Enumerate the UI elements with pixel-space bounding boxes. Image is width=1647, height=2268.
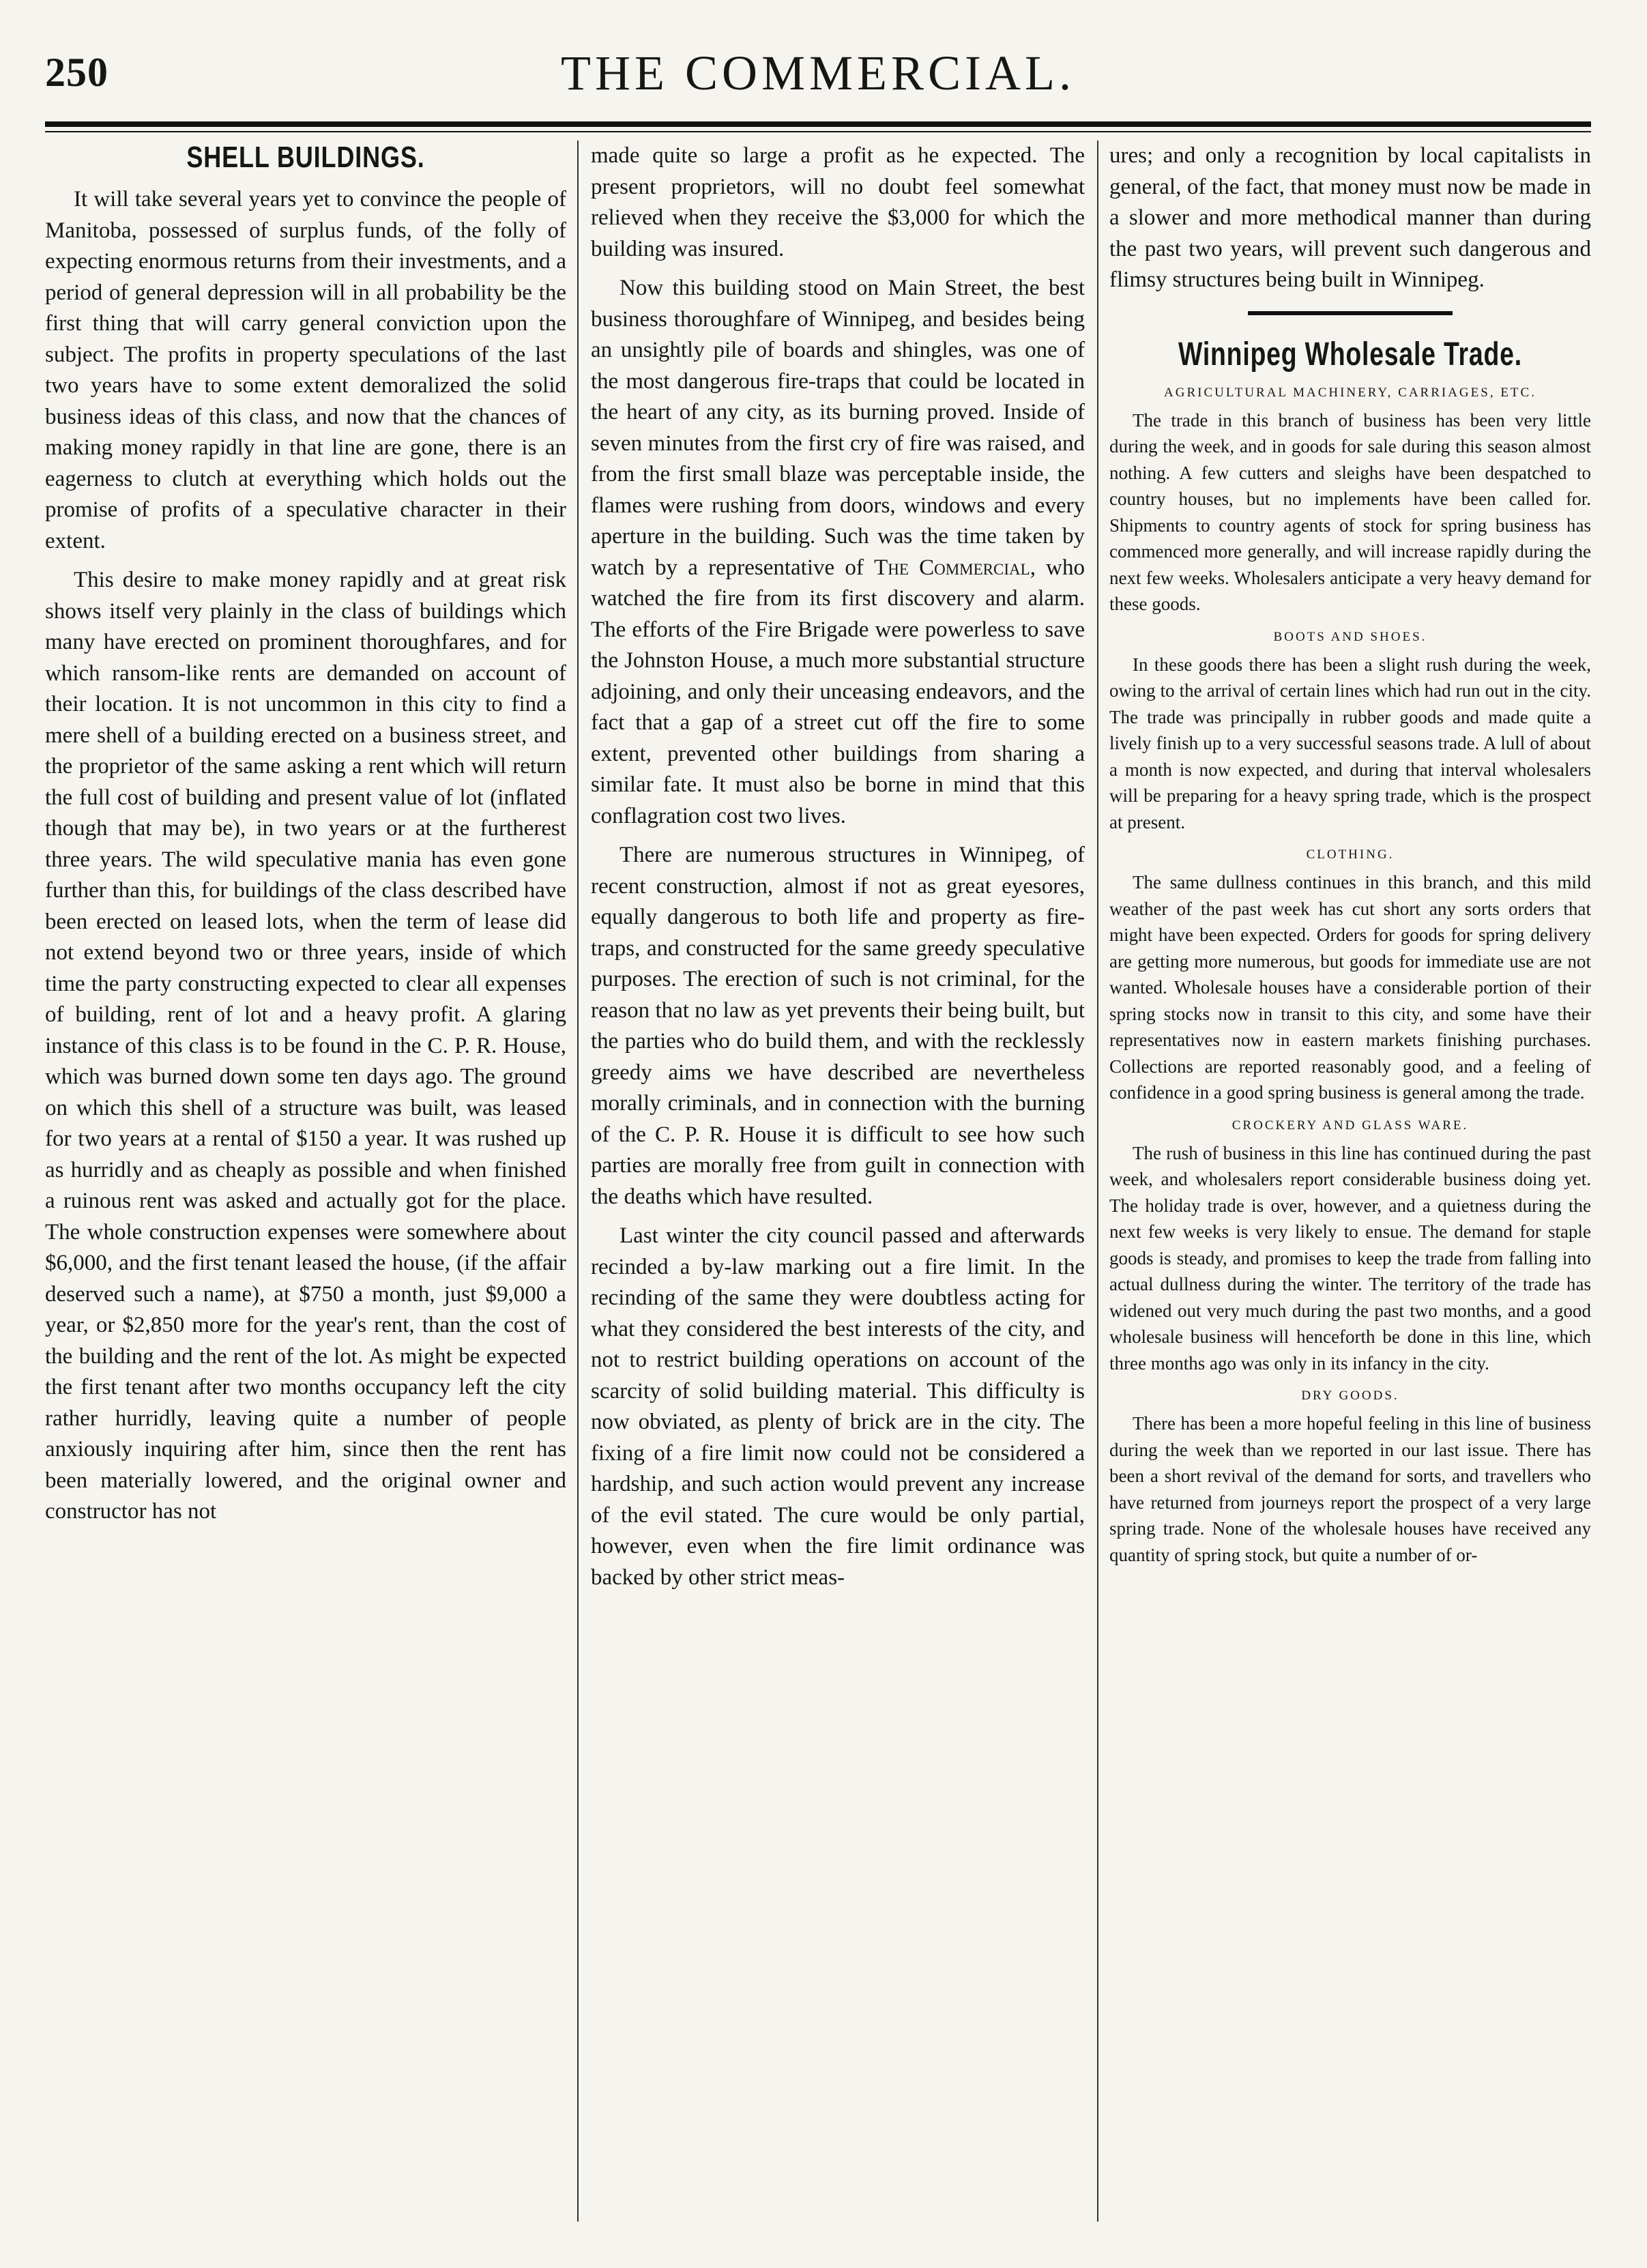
subheading-crockery: CROCKERY AND GLASS WARE. bbox=[1231, 1118, 1469, 1133]
article-paragraph: This desire to make money rapidly and at great risk shows itself very plainly in the class of buildings which many have erected on prominent thoroughfares, and for which ransom-like rents are demanded on account of their location. It is not uncommon in this city to find a mere shell of a building erected on a business street, and the proprietor of the same asking a rent which will return the full cost of building and present value of lot (inflated though that may be), in two years or at the furtherest three years. The wild speculative mania has even gone further than this, for buildings of the class described have been erected on leased lots, when the term of lease did not extend beyond two or three years, inside of which time the party constructing expected to clear all expenses of building, rent of lot and a heavy profit. A glaring instance of this class is to be found in the C. P. R. House, which was burned down some ten days ago. The ground on which this shell of a structure was built, was leased for two years at a rental of $150 a year. It was rushed up as hurridly and as cheaply as possible and when finished a ruinous rent was asked and actually got for the place. The whole construction expenses were somewhere about $6,000, and the first tenant leased the house, (if the affair deserved such a name), at $750 a month, just $9,000 a year, or $2,850 more for the year's rent, than the cost of the building and the rent of the lot. As might be expected the first tenant after two months occupancy left the city rather hurridly, leaving quite a number of people anxiously inquiring after him, since then the rent has been materially lowered, and the original owner and constructor has not bbox=[45, 568, 566, 1524]
column-1 bbox=[45, 141, 566, 2235]
subheading-agricultural: AGRICULTURAL MACHINERY, CARRIAGES, ETC. bbox=[1164, 385, 1536, 400]
masthead bbox=[45, 41, 1591, 123]
article-paragraph: There are numerous structures in Winnipeg, of recent construction, almost if not as great eyesores, equally dangerous to both life and property as fire-traps, and constructed for the same greedy speculative purposes. The erection of such is not criminal, for the reason that no law as yet prevents their being built, but the parties who do build them, and with the recklessly greedy aims we have described are nevertheless morally criminals, and in connection with the burning of the C. P. R. House it is difficult to see how such parties are morally free from guilt in connection with the deaths which have resulted. bbox=[591, 843, 1085, 1209]
masthead-rule-thick bbox=[45, 121, 1591, 127]
article-paragraph: made quite so large a profit as he expected. The present proprietors, will no doubt feel somewhat relieved when they receive the $3,000 for which the building was insured. bbox=[591, 143, 1085, 261]
section-headline: Winnipeg Wholesale Trade. bbox=[1178, 336, 1522, 373]
publication-title: THE COMMERCIAL. bbox=[561, 46, 1075, 100]
subheading-boots: BOOTS AND SHOES. bbox=[1273, 629, 1427, 644]
page-number: 250 bbox=[45, 50, 108, 95]
publication-name: The Commercial bbox=[874, 555, 1030, 580]
paragraph-text: Now this building stood on Main Street, the best business thoroughfare of Winnipeg, and besides being an unsightly pile of boards and shingles, was one of the most dangerous fire-traps that could be located in the heart of any city, as its burning proved. Inside of seven minutes from the first cry of fire was raised, and from the first small blaze was perceptable inside, the flames were rushing from doors, windows and every aperture in the building. Such was the time taken by watch by a representative of bbox=[591, 276, 1085, 580]
article-paragraph bbox=[591, 273, 1085, 832]
article-paragraph: It will take several years yet to convince the people of Manitoba, possessed of surplus funds, of the folly of expecting enormous returns from their investments, and a period of general depression will in all probability be the first thing that will carry general conviction upon the subject. The profits in property speculations of the last two years have to some extent demoralized the solid business ideas of this class, and now that the chances of making money rapidly in that line are gone, there is an eagerness to clutch at everything which holds out the promise of profits of a speculative character in their extent. bbox=[45, 187, 566, 553]
column-3 bbox=[1109, 141, 1591, 2235]
article-separator bbox=[1248, 311, 1453, 315]
article-headline: SHELL BUILDINGS. bbox=[186, 141, 425, 174]
report-paragraph: The rush of business in this line has continued during the past week, and wholesalers report considerable business doing yet. The holiday trade is over, however, and a quietness during the next few weeks is very likely to ensue. The demand for staple goods is steady, and promises to keep the trade from falling into actual dullness during the winter. The territory of the trade has widened out very much during the past two months, and a good wholesale business will henceforth be done in this line, which three months ago was only in its infancy in the city. bbox=[1109, 1142, 1591, 1373]
subheading-dry-goods: DRY GOODS. bbox=[1301, 1389, 1399, 1403]
subheading-clothing: CLOTHING. bbox=[1306, 847, 1395, 862]
column-2 bbox=[591, 141, 1085, 2235]
report-paragraph: The trade in this branch of business has been very little during the week, and in goods for sale during this season almost nothing. A few cutters and sleighs have been despatched to country houses, but no implements have been called for. Shipments to country agents of stock for spring business has commenced more generally, and will increase rapidly during the next few weeks. Wholesalers anticipate a very heavy demand for these goods. bbox=[1109, 409, 1591, 614]
article-paragraph: Last winter the city council passed and afterwards recinded a by-law marking out a fire limit. In the recinding of the same they were doubtless acting for what they considered the best interests of the city, and not to restrict building operations on account of the scarcity of solid building material. This difficulty is now obviated, as plenty of brick are in the city. The fixing of a fire limit now could not be considered a hardship, and such action would prevent any increase of the evil stated. The cure would be only partial, however, even when the fire limit ordinance was backed by other strict meas- bbox=[591, 1223, 1085, 1590]
masthead-rule-thin bbox=[45, 131, 1591, 132]
column-divider bbox=[1097, 141, 1098, 2222]
report-paragraph: In these goods there has been a slight rush during the week, owing to the arrival of certain lines which had run out in the city. The trade was principally in rubber goods and made quite a lively finish up to a very successful seasons trade. A lull of about a month is now expected, and during that interval wholesalers will be preparing for a heavy spring trade, which is the prospect at present. bbox=[1109, 654, 1591, 832]
column-divider bbox=[577, 141, 579, 2222]
report-paragraph: The same dullness continues in this branch, and this mild weather of the past week has cut short any sorts orders that might have been expected. Orders for goods for spring delivery are getting more numerous, but goods for immediate use are not wanted. Wholesale houses have a considerable portion of their spring stocks now in transit to this city, and some have their representatives now in eastern markets finishing purchases. Collections are reported reasonably good, and a feeling of confidence in a good spring business is general among the trade. bbox=[1109, 872, 1591, 1103]
paragraph-text: , who watched the fire from its first discovery and alarm. The efforts of the Fire Brigade were powerless to save the Johnston House, a much more substantial structure adjoining, and only their unceasing endeavors, and the fact that a gap of a street cut off the fire to some extent, prevented other buildings from sharing a similar fate. It must also be borne in mind that this conflagration cost two lives. bbox=[591, 555, 1085, 828]
article-paragraph: ures; and only a recognition by local capitalists in general, of the fact, that money must now be made in a slower and more methodical manner than during the past two years, will prevent such dangerous and flimsy structures being built in Winnipeg. bbox=[1109, 143, 1591, 292]
report-paragraph: There has been a more hopeful feeling in this line of business during the week than we reported in our last issue. There has been a short revival of the demand for sorts, and travellers who have returned from journeys report the prospect of a very large spring trade. None of the wholesale houses have received any quantity of spring stock, but quite a number of or- bbox=[1109, 1413, 1591, 1565]
